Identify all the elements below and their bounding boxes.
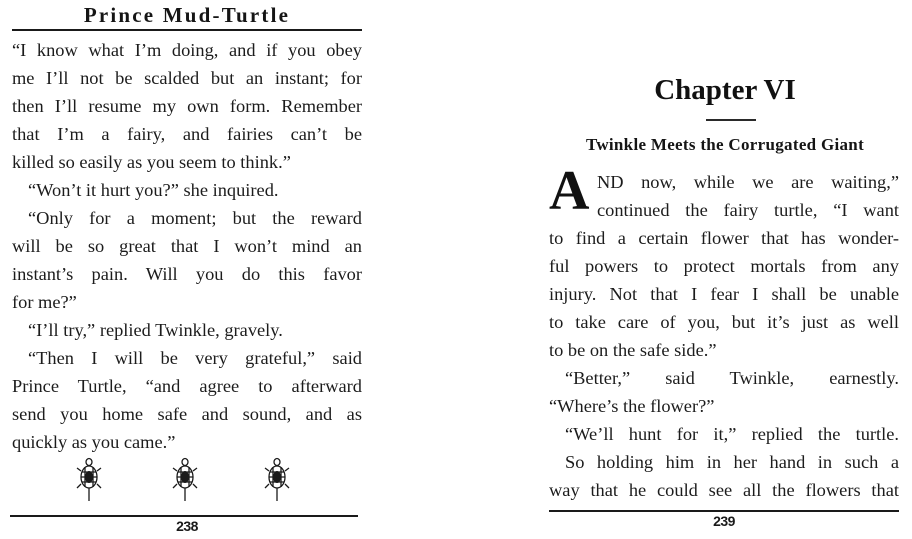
footer-rule [549,510,899,512]
chapter-title: Chapter VI [654,74,796,106]
chapter-subtitle: Twinkle Meets the Corrugated Giant [585,135,865,154]
body-line: “Won’t it hurt you?” she inquired. [28,180,279,200]
body-line: ful powers to protect mortals from any [549,256,899,276]
body-line: to take care of you, but it’s just as well [549,312,899,332]
body-line: killed so easily as you seem to think.” [12,152,291,172]
body-line: that I’m a fairy, and fairies can’t be [12,124,362,144]
body-line: for me?” [12,292,77,312]
body-line: “Where’s the flower?” [549,396,715,416]
body-line: quickly as you came.” [12,432,176,452]
body-line: then I’ll resume my own form. Remember [12,96,362,116]
left-page [12,0,362,539]
page-number: 239 [713,513,735,529]
header-rule [12,29,362,31]
footer-rule [10,515,358,517]
body-line: way that he could see all the flowers that [549,480,899,500]
body-line: “Only for a moment; but the reward [28,208,362,228]
body-line: to be on the safe side.” [549,340,717,360]
body-line: “We’ll hunt for it,” replied the turtle. [565,424,899,444]
running-head: Prince Mud-Turtle [83,3,291,27]
body-line: will be so great that I won’t mind an [12,236,362,256]
body-line: Prince Turtle, “and agree to afterward [12,376,362,396]
turtle-ornament-icon [264,457,290,503]
body-line: injury. Not that I fear I shall be unable [549,284,899,304]
body-line: So holding him in her hand in such a [565,452,899,472]
body-line: ND now, while we are waiting,” [597,172,899,192]
drop-cap: A [549,160,590,222]
body-line: instant’s pain. Will you do this favor [12,264,362,284]
turtle-ornament-icon [76,457,102,503]
page-number: 238 [176,518,198,534]
body-line: to find a certain flower that has wonder- [549,228,899,248]
body-line: “I’ll try,” replied Twinkle, gravely. [28,320,283,340]
body-line: “Better,” said Twinkle, earnestly. [565,368,899,388]
body-line: me I’ll not be scalded but an instant; for [12,68,362,88]
chapter-rule [706,119,756,121]
body-line: send you home safe and sound, and as [12,404,362,424]
body-line: “Then I will be very grateful,” said [28,348,362,368]
body-line: continued the fairy turtle, “I want [597,200,899,220]
turtle-ornament-icon [172,457,198,503]
turtle-ornaments [12,457,362,505]
right-page [549,0,901,539]
body-line: “I know what I’m doing, and if you obey [12,40,362,60]
